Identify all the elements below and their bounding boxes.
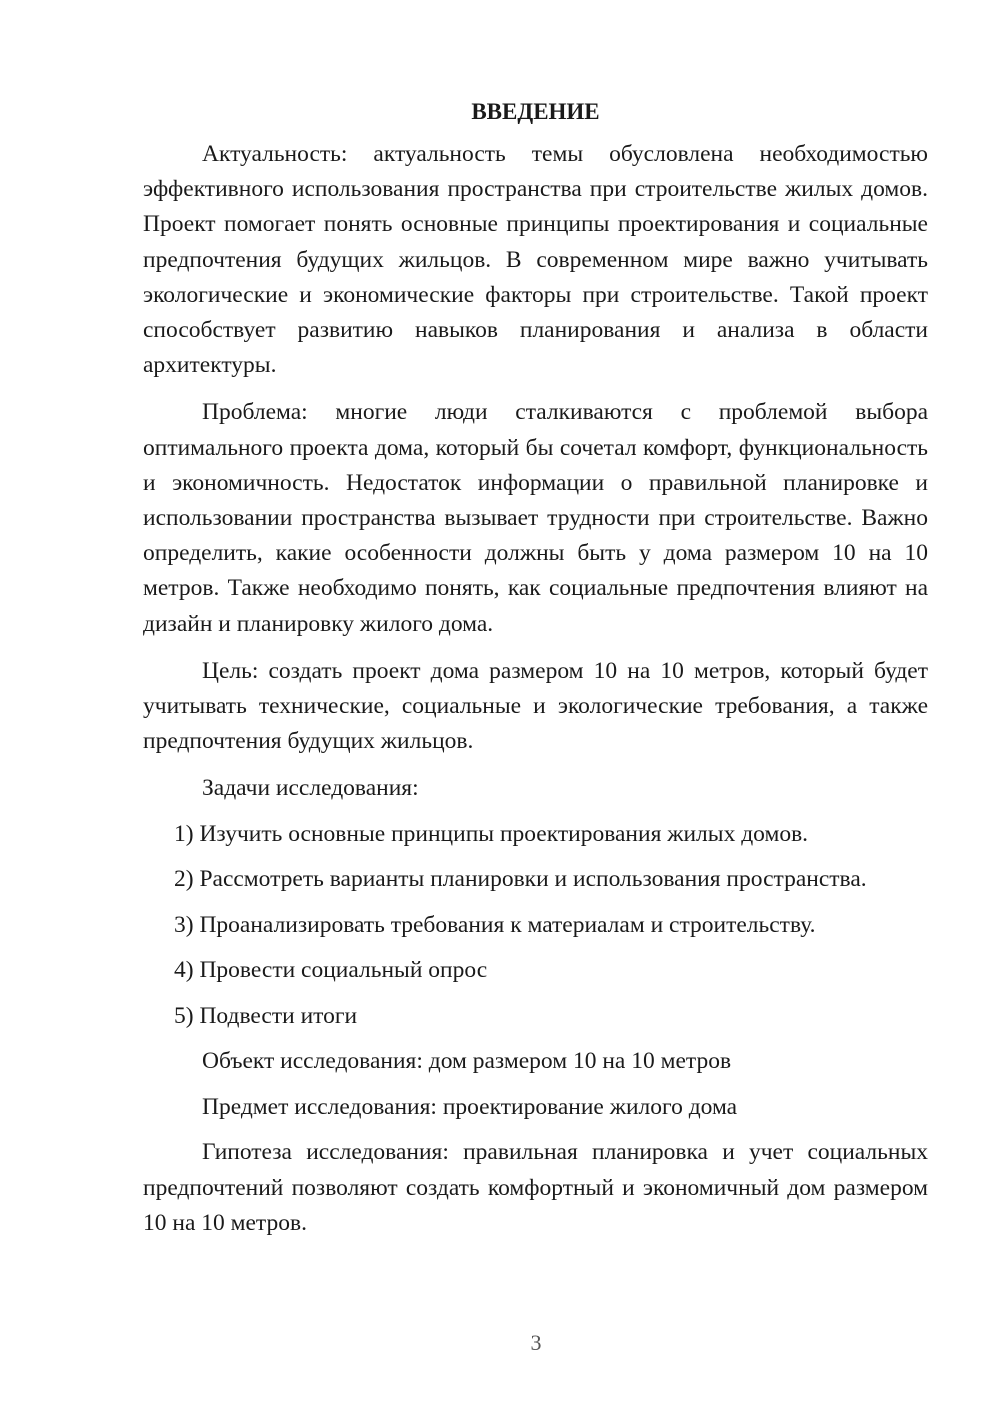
page-content [143,94,928,1253]
task-item: 5) Подвести итоги [174,1002,358,1029]
paragraph-hypothesis: Гипотеза исследования: правильная планировка и учет социальных предпочтений позволяют создать комфортный и экономичный дом размером 10 на 10 метров. [143,1139,928,1236]
task-item: 4) Провести социальный опрос [174,957,488,984]
task-item: 3) Проанализировать требования к материалам и строительству. [174,911,816,938]
page-number: 3 [530,1330,542,1355]
paragraph-problem: Проблема: многие люди сталкиваются с проблемой выбора оптимального проекта дома, который бы сочетал комфорт, функциональность и экономичность. Недостаток информации о правильной планировке и использовании пространства вызывает трудности при строительстве. Важно определить, какие особенности должны быть у дома размером 10 на 10 метров. Также необходимо понять, как социальные предпочтения влияют на дизайн и планировку жилого дома. [143,399,928,637]
task-item: 2) Рассмотреть варианты планировки и использования пространства. [174,866,867,893]
tasks-heading: Задачи исследования: [202,775,419,802]
task-item: 1) Изучить основные принципы проектирования жилых домов. [174,820,809,847]
paragraph-goal: Цель: создать проект дома размером 10 на 10 метров, который будет учитывать технические, социальные и экологические требования, а также предпочтения будущих жильцов. [143,657,928,755]
page-title: ВВЕДЕНИЕ [471,99,600,124]
research-object: Объект исследования: дом размером 10 на 10 метров [202,1048,732,1075]
research-subject: Предмет исследования: проектирование жилого дома [202,1093,738,1120]
paragraph-relevance: Актуальность: актуальность темы обусловлена необходимостью эффективного использования пространства при строительстве жилых домов. Проект помогает понять основные принципы проектирования и социальные предпочтения будущих жильцов. В современном мире важно учитывать экологические и экономические факторы при строительстве. Такой проект способствует развитию навыков планирования и анализа в области архитектуры. [143,141,928,379]
